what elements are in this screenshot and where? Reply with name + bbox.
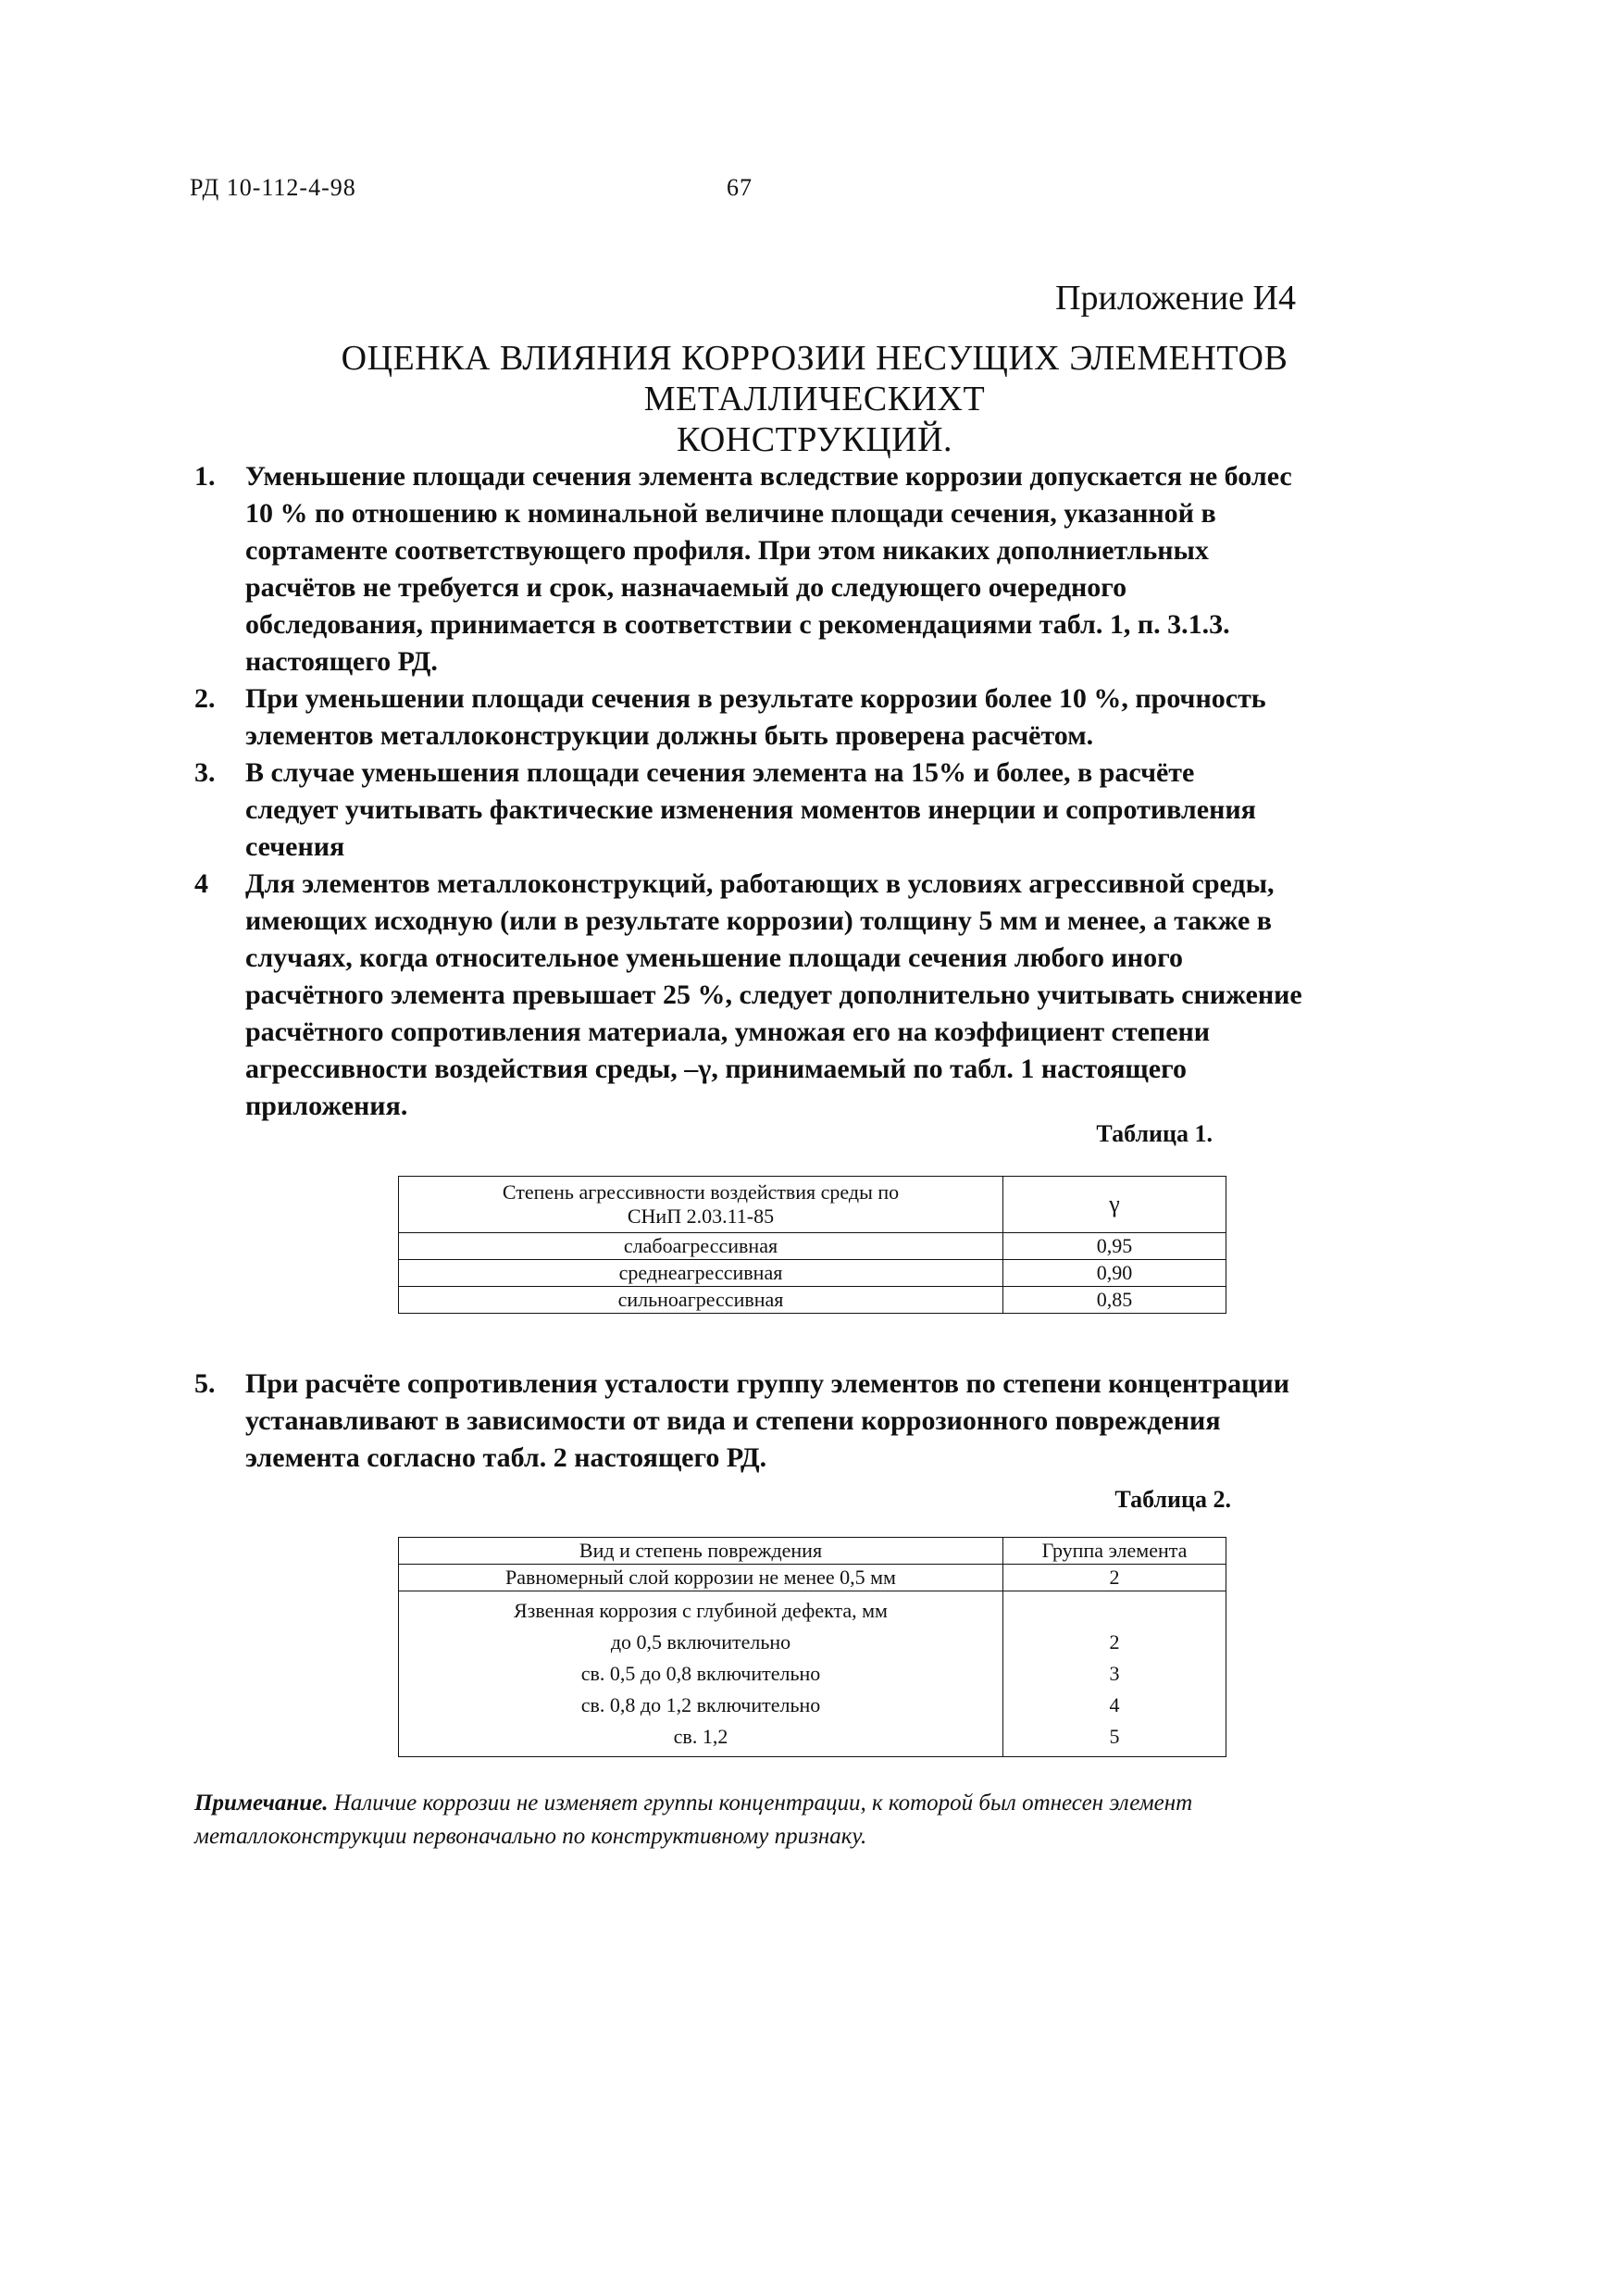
item-line: сортаменте соответствующего профиля. При этом никаких дополниетльных bbox=[245, 535, 1209, 566]
item-line: настоящего РД. bbox=[245, 646, 438, 677]
title-line-1: ОЦЕНКА ВЛИЯНИЯ КОРРОЗИИ НЕСУЩИХ ЭЛЕМЕНТОВ МЕТАЛЛИЧЕСКИХТ bbox=[341, 339, 1288, 418]
table-row bbox=[399, 1233, 1226, 1260]
header-text: СНиП 2.03.11-85 bbox=[627, 1204, 775, 1228]
header-text: Степень агрессивности воздействия среды по bbox=[502, 1180, 900, 1204]
title-line-2: КОНСТРУКЦИЙ. bbox=[676, 420, 953, 459]
table-1 bbox=[398, 1176, 1226, 1314]
table-cell: 2 bbox=[1003, 1565, 1226, 1591]
table-row bbox=[399, 1260, 1226, 1287]
table-1-caption: Таблица 1. bbox=[1096, 1120, 1213, 1147]
item-number: 5. bbox=[194, 1368, 216, 1399]
cell-line: 5 bbox=[1109, 1725, 1120, 1748]
table-header-row bbox=[399, 1538, 1226, 1565]
item-line: элемента согласно табл. 2 настоящего РД. bbox=[245, 1442, 767, 1473]
table-row bbox=[399, 1287, 1226, 1314]
list-item bbox=[194, 1366, 1425, 1477]
item-line: расчётного элемента превышает 25 %, следует дополнительно учитывать снижение bbox=[245, 980, 1302, 1010]
note-line-2: металлоконструкции первоначально по конструктивному признаку. bbox=[194, 1824, 867, 1849]
table-row bbox=[399, 1591, 1226, 1757]
item-line: приложения. bbox=[245, 1091, 408, 1121]
item-line: Уменьшение площади сечения элемента вследствие коррозии допускается не болес bbox=[245, 461, 1292, 492]
cell-line: 4 bbox=[1109, 1693, 1120, 1716]
item-line: 10 % по отношению к номинальной величине площади сечения, указанной в bbox=[245, 498, 1216, 529]
cell-line: 3 bbox=[1109, 1662, 1120, 1685]
document-code: РД 10-112-4-98 bbox=[190, 174, 356, 201]
list-item bbox=[194, 680, 1407, 755]
cell-line bbox=[1009, 1595, 1220, 1627]
cell-line: Язвенная коррозия с глубиной дефекта, мм bbox=[514, 1599, 888, 1622]
list-item bbox=[194, 458, 1407, 680]
table-header-cell bbox=[399, 1177, 1003, 1233]
table-cell bbox=[399, 1591, 1003, 1757]
page-title bbox=[176, 338, 1453, 460]
item-line: элементов металлоконструкции должны быть проверена расчётом. bbox=[245, 720, 1094, 751]
cell-line: св. 0,5 до 0,8 включительно bbox=[580, 1662, 821, 1685]
table-cell: 0,95 bbox=[1003, 1233, 1226, 1260]
cell-line: 2 bbox=[1109, 1630, 1120, 1653]
table-header-cell: Вид и степень повреждения bbox=[399, 1538, 1003, 1565]
item-line: случаях, когда относительное уменьшение площади сечения любого иного bbox=[245, 942, 1183, 973]
item-line: расчётного сопротивления материала, умножая его на коэффициент степени bbox=[245, 1017, 1211, 1047]
item-number: 4 bbox=[194, 868, 208, 899]
table-cell: 0,85 bbox=[1003, 1287, 1226, 1314]
note-label: Примечание. bbox=[194, 1791, 329, 1816]
item-line: расчётов не требуется и срок, назначаемый до следующего очередного bbox=[245, 572, 1127, 603]
footnote bbox=[194, 1787, 1435, 1853]
item-number: 3. bbox=[194, 757, 216, 788]
cell-line: св. 0,8 до 1,2 включительно bbox=[580, 1693, 821, 1716]
cell-line: св. 1,2 bbox=[673, 1725, 728, 1748]
table-cell: 0,90 bbox=[1003, 1260, 1226, 1287]
item-number: 1. bbox=[194, 461, 216, 492]
item-line: сечения bbox=[245, 831, 345, 862]
table-2 bbox=[398, 1537, 1226, 1757]
item-line: Для элементов металлоконструкций, работающих в условиях агрессивной среды, bbox=[245, 868, 1275, 899]
item-line: При расчёте сопротивления усталости группу элементов по степени концентрации bbox=[245, 1368, 1289, 1399]
table-header-cell: γ bbox=[1003, 1177, 1226, 1233]
item-line: обследования, принимается в соответствии с рекомендациями табл. 1, п. 3.1.3. bbox=[245, 609, 1230, 640]
item-line: следует учитывать фактические изменения моментов инерции и сопротивления bbox=[245, 794, 1256, 825]
table-cell: Равномерный слой коррозии не менее 0,5 мм bbox=[399, 1565, 1003, 1591]
note-line-1 bbox=[194, 1787, 1435, 1820]
page-number: 67 bbox=[727, 174, 753, 201]
table-cell bbox=[1003, 1591, 1226, 1757]
note-text: Наличие коррозии не изменяет группы концентрации, к которой был отнесен элемент bbox=[333, 1791, 1193, 1816]
item-line: устанавливают в зависимости от вида и степени коррозионного повреждения bbox=[245, 1405, 1221, 1436]
table-header-cell: Группа элемента bbox=[1003, 1538, 1226, 1565]
table-row bbox=[399, 1565, 1226, 1591]
table-header-row bbox=[399, 1177, 1226, 1233]
table-2-caption: Таблица 2. bbox=[1114, 1486, 1231, 1513]
numbered-list bbox=[194, 458, 1407, 1125]
item-line: При уменьшении площади сечения в результате коррозии более 10 %, прочность bbox=[245, 683, 1266, 714]
table-cell: сильноагрессивная bbox=[399, 1287, 1003, 1314]
item-line: агрессивности воздействия среды, –γ, принимаемый по табл. 1 настоящего bbox=[245, 1054, 1187, 1084]
table-cell: среднеагрессивная bbox=[399, 1260, 1003, 1287]
item-line: В случае уменьшения площади сечения элемента на 15% и более, в расчёте bbox=[245, 757, 1195, 788]
item-number: 2. bbox=[194, 683, 216, 714]
appendix-label: Приложение И4 bbox=[1055, 279, 1296, 318]
table-cell: слабоагрессивная bbox=[399, 1233, 1003, 1260]
list-item bbox=[194, 755, 1407, 866]
list-item-5 bbox=[194, 1366, 1425, 1477]
cell-line: до 0,5 включительно bbox=[610, 1630, 791, 1653]
item-line: имеющих исходную (или в результате коррозии) толщину 5 мм и менее, а также в bbox=[245, 905, 1272, 936]
list-item bbox=[194, 866, 1407, 1125]
